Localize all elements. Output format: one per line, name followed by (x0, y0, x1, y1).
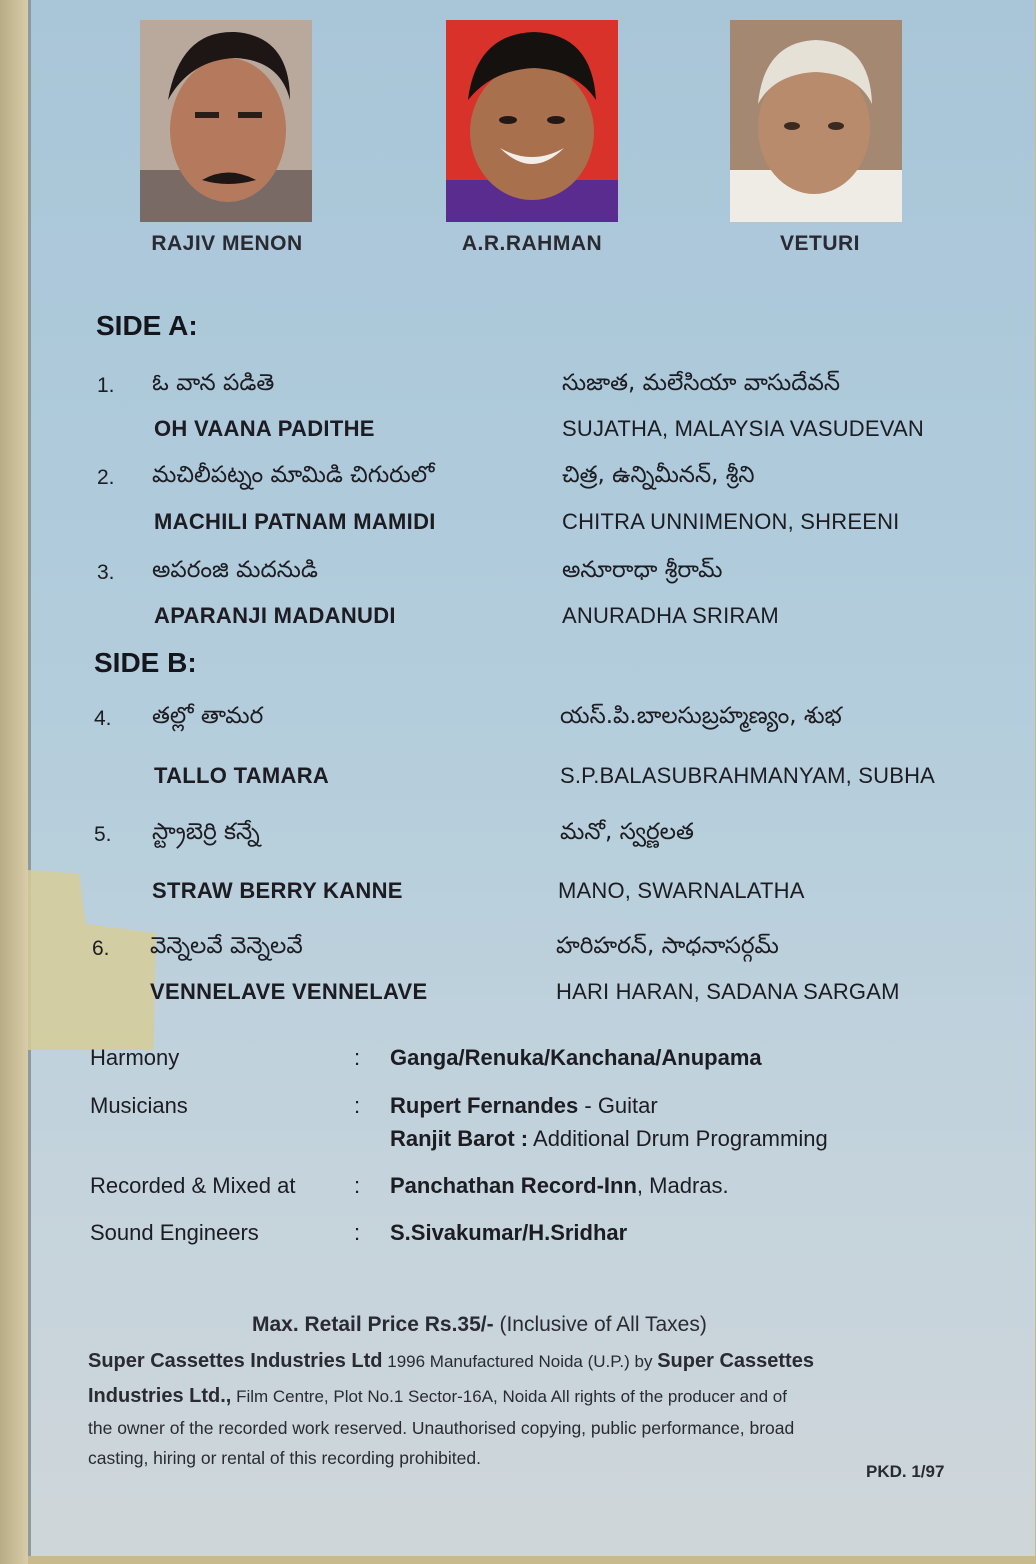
company-name: Super Cassettes Industries Ltd (88, 1350, 383, 1372)
studio-city: , Madras. (636, 1173, 729, 1198)
singers-telugu: సుజాత, మలేసియా వాసుదేవన్ (562, 370, 840, 396)
name-veturi: VETURI (779, 232, 860, 255)
studio-name: Panchathan Record-Inn (390, 1173, 637, 1198)
engineers-value: S.Sivakumar/H.Sridhar (390, 1220, 628, 1245)
colon: : (354, 1220, 361, 1245)
track-title-telugu: తల్లో తామర (152, 703, 264, 729)
singers: S.P.BALASUBRAHMANYAM, SUBHA (560, 763, 936, 788)
singers-telugu: యస్.పి.బాలసుబ్రహ్మణ్యం, శుభ (560, 703, 842, 729)
photo-ar-rahman (446, 20, 618, 222)
track-title-telugu: మచిలీపట్నం మామిడి చిగురులో (152, 462, 435, 488)
copyright-line-2 (88, 1385, 787, 1408)
name-ar-rahman: A.R.RAHMAN (461, 232, 603, 255)
musician-1-role: - Guitar (578, 1093, 658, 1118)
colon: : (354, 1173, 361, 1198)
harmony-value: Ganga/Renuka/Kanchana/Anupama (390, 1045, 762, 1070)
price-note: (Inclusive of All Taxes) (493, 1313, 707, 1336)
singers-telugu: అనూరాధా శ్రీరామ్ (562, 557, 723, 583)
side-b-heading: SIDE B: (94, 647, 197, 678)
track-title: TALLO TAMARA (154, 763, 330, 788)
track-title-telugu: వెన్నెలవే వెన్నెలవే (150, 933, 303, 959)
photo-veturi (730, 20, 902, 222)
side-a-heading: SIDE A: (96, 310, 198, 341)
colon: : (354, 1093, 361, 1118)
harmony-label: Harmony (90, 1045, 180, 1070)
musician-2-role: Additional Drum Programming (528, 1126, 828, 1151)
cassette-edge (0, 0, 28, 1564)
singers: SUJATHA, MALAYSIA VASUDEVAN (562, 416, 924, 441)
singers: MANO, SWARNALATHA (558, 878, 805, 903)
singers: HARI HARAN, SADANA SARGAM (556, 979, 900, 1004)
copyright-line-3: the owner of the recorded work reserved. Unauthorised copying, public performance, broad (88, 1418, 795, 1438)
colon: : (354, 1045, 361, 1070)
track-title: VENNELAVE VENNELAVE (150, 979, 428, 1004)
track-number: 2. (97, 466, 115, 489)
track-title: STRAW BERRY KANNE (152, 878, 403, 903)
singers: ANURADHA SRIRAM (562, 603, 779, 628)
singers-telugu: హరిహరన్, సాధనాసర్గమ్ (556, 933, 779, 959)
musician-2 (390, 1126, 828, 1152)
musician-1-name: Rupert Fernandes (390, 1093, 579, 1118)
track-title-telugu: అపరంజి మదనుడి (152, 557, 318, 583)
track-number: 3. (97, 561, 115, 584)
recorded-label: Recorded & Mixed at (90, 1173, 296, 1198)
track-number: 6. (92, 937, 110, 960)
track-number: 1. (97, 374, 115, 397)
track-title: MACHILI PATNAM MAMIDI (154, 509, 436, 534)
engineers-label: Sound Engineers (90, 1220, 259, 1245)
musician-1 (390, 1093, 658, 1119)
retail-price (252, 1313, 707, 1337)
singers: CHITRA UNNIMENON, SHREENI (562, 509, 900, 534)
singers-telugu: మనో, స్వర్ణలత (560, 819, 694, 845)
singers-telugu: చిత్ర, ఉన్నిమీనన్, శ్రీని (562, 462, 755, 488)
company-name-2: Super Cassettes (657, 1350, 814, 1372)
track-title-telugu: ఓ వాన పడితె (152, 370, 275, 396)
track-number: 5. (94, 823, 112, 846)
photo-rajiv-menon (140, 20, 312, 222)
recorded-value (390, 1173, 729, 1199)
copyright-line-4: casting, hiring or rental of this recording prohibited. (88, 1448, 481, 1468)
musicians-label: Musicians (90, 1093, 188, 1118)
copyright-line-1 (88, 1350, 978, 1373)
manufacture-note: 1996 Manufactured Noida (U.P.) by (382, 1352, 658, 1371)
track-number: 4. (94, 707, 112, 730)
track-title: OH VAANA PADITHE (154, 416, 375, 441)
track-title-telugu: స్ట్రాబెర్రి కన్నే (152, 819, 260, 845)
price-amount: Max. Retail Price Rs.35/- (252, 1313, 494, 1336)
track-title: APARANJI MADANUDI (154, 603, 396, 628)
company-suffix: Industries Ltd., (88, 1385, 232, 1407)
musician-2-name: Ranjit Barot : (390, 1126, 529, 1151)
name-rajiv-menon: RAJIV MENON (151, 232, 303, 255)
pkd-code: PKD. 1/97 (866, 1462, 945, 1481)
address: Film Centre, Plot No.1 Sector-16A, Noida All rights of the producer and of (231, 1387, 787, 1406)
